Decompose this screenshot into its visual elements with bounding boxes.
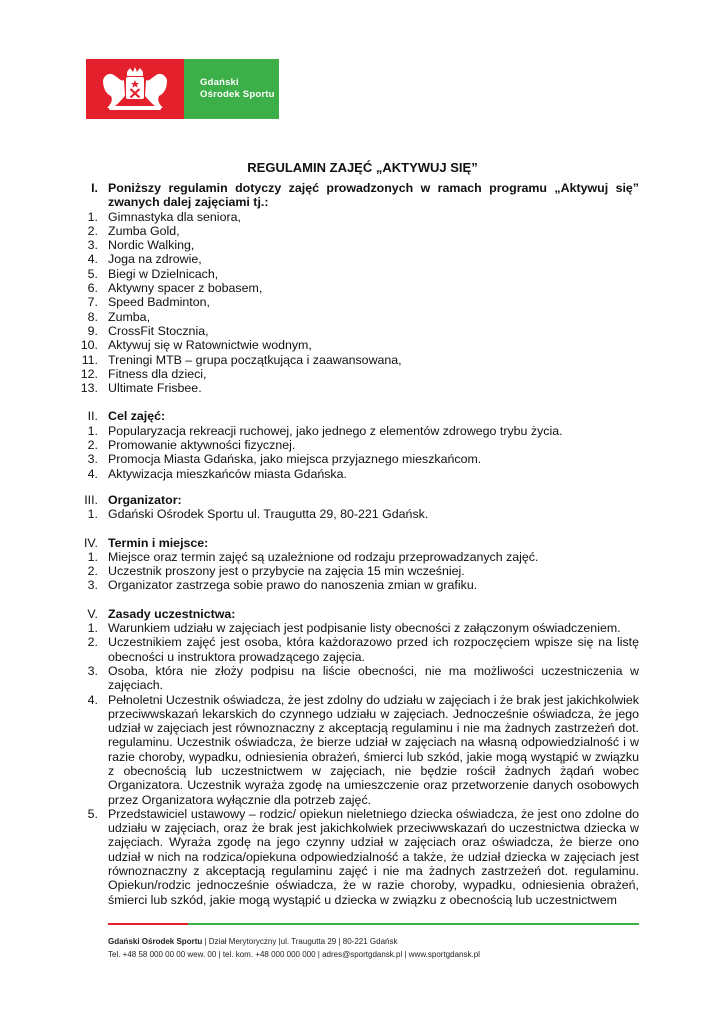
item-number: 5. (87, 806, 98, 821)
item-text: Aktywny spacer z bobasem, (108, 281, 263, 296)
list-item (64, 210, 639, 224)
item-text: Promowanie aktywności fizycznej. (108, 438, 296, 453)
section-numeral: III. (84, 492, 98, 507)
list-item (64, 452, 639, 466)
item-text: Joga na zdrowie, (108, 252, 202, 267)
section-heading: Poniższy regulamin dotyczy zajęć prowadzonych w ramach programu „Aktywuj się” zwanych dalej zajęciami tj.: (108, 181, 639, 210)
list-item (64, 635, 639, 664)
item-text: Nordic Walking, (108, 238, 195, 253)
list-item (64, 281, 639, 295)
footer-divider-red (108, 923, 188, 925)
item-number: 9. (87, 323, 98, 338)
item-number: 1. (87, 423, 98, 438)
item-text: Gimnastyka dla seniora, (108, 209, 241, 224)
item-text: Gdański Ośrodek Sportu ul. Traugutta 29, 80-221 Gdańsk. (108, 507, 429, 522)
item-text: Zumba Gold, (108, 223, 180, 238)
item-number: 4. (87, 466, 98, 481)
item-number: 4. (87, 692, 98, 707)
item-number: 1. (87, 621, 98, 636)
section-heading: Termin i miejsce: (108, 535, 209, 550)
section-header (64, 607, 639, 621)
item-text: Biegi w Dzielnicach, (108, 266, 219, 281)
list-item (64, 252, 639, 266)
organization-logo (86, 59, 279, 119)
page-footer (108, 936, 480, 961)
section-numeral: I. (91, 181, 98, 195)
list-item (64, 324, 639, 338)
list-item (64, 267, 639, 281)
regulations-body (64, 181, 639, 921)
list-item (64, 578, 639, 592)
item-text: Pełnoletni Uczestnik oświadcza, że jest zdolny do udziału w zajęciach i że brak jest jakichkolwiek przeciwwskazań lekarskich do czynnego udziału w zajęciach. Jednocześnie oświadcza, że jego udział w zajęciach jest równoznaczny z akceptacją regulaminu i nie ma żadnych zastrzeżeń dot. regulaminu. Uczestnik oświadcza, że bierze udział w zajęciach na własną odpowiedzialność i w razie choroby, wypadku, odniesienia obrażeń, śmierci lub szkód, jakie mogą wystąpić w związku z obecnością lub uczestnictwem w zajęciach, nie będzie rościł żadnych żądań wobec Organizatora. Uczestnik wyraża zgodę na umieszczenie oraz przetworzenie danych osobowych przez Organizatora wyłącznie dla potrzeb zajęć. (108, 692, 639, 807)
item-number: 2. (87, 635, 98, 650)
item-text: Aktywuj się w Ratownictwie wodnym, (108, 338, 312, 353)
item-text: Aktywizacja mieszkańców miasta Gdańska. (108, 466, 347, 481)
list-item (64, 550, 639, 564)
section-header (64, 181, 639, 210)
list-item (64, 224, 639, 238)
footer-divider-green (188, 923, 639, 925)
list-item (64, 381, 639, 395)
item-number: 1. (87, 209, 98, 224)
section-items (64, 621, 639, 907)
item-number: 5. (87, 266, 98, 281)
section-i (64, 181, 639, 395)
list-item (64, 664, 639, 693)
section-v (64, 607, 639, 907)
item-text: Speed Badminton, (108, 295, 210, 310)
section-items (64, 424, 639, 481)
logo-text-line1: Gdański (200, 77, 239, 88)
item-text: Uczestnik proszony jest o przybycie na zajęcia 15 min wcześniej. (108, 564, 465, 579)
list-item (64, 338, 639, 352)
section-iii (64, 493, 639, 522)
item-number: 11. (81, 352, 98, 367)
item-text: CrossFit Stocznia, (108, 323, 209, 338)
list-item (64, 621, 639, 635)
item-number: 4. (87, 252, 98, 267)
footer-line-1 (108, 936, 480, 949)
item-number: 10. (80, 338, 98, 353)
item-number: 6. (87, 281, 98, 296)
item-number: 13. (80, 381, 98, 396)
section-numeral: V. (87, 606, 98, 621)
footer-divider (108, 923, 639, 925)
list-item (64, 367, 639, 381)
item-text: Warunkiem udziału w zajęciach jest podpisanie listy obecności z załączonym oświadczeniem. (108, 621, 621, 636)
item-number: 3. (87, 663, 98, 678)
item-number: 8. (87, 309, 98, 324)
item-text: Popularyzacja rekreacji ruchowej, jako jednego z elementów zdrowego trybu życia. (108, 423, 563, 438)
section-numeral: II. (87, 409, 98, 424)
list-item (64, 353, 639, 367)
list-item (64, 438, 639, 452)
item-text: Promocja Miasta Gdańska, jako miejsca przyjaznego mieszkańcom. (108, 452, 482, 467)
list-item (64, 807, 639, 907)
section-header (64, 536, 639, 550)
item-number: 1. (87, 549, 98, 564)
section-header (64, 493, 639, 507)
item-text: Zumba, (108, 309, 151, 324)
item-text: Ultimate Frisbee. (108, 381, 202, 396)
section-header (64, 409, 639, 423)
item-number: 2. (87, 438, 98, 453)
section-ii (64, 409, 639, 480)
footer-line-2: Tel. +48 58 000 00 00 wew. 00 | tel. kom. +48 000 000 000 | adres@sportgdansk.pl | www.sportgdansk.pl (108, 949, 480, 959)
item-number: 7. (87, 295, 98, 310)
item-text: Miejsce oraz termin zajęć są uzależnione od rodzaju przeprowadzanych zajęć. (108, 549, 539, 564)
section-numeral: IV. (83, 535, 98, 550)
item-text: Fitness dla dzieci, (108, 366, 207, 381)
footer-org-name: Gdański Ośrodek Sportu (108, 937, 203, 946)
item-text: Organizator zastrzega sobie prawo do nanoszenia zmian w grafiku. (108, 578, 478, 593)
section-items (64, 507, 639, 521)
list-item (64, 310, 639, 324)
item-number: 3. (87, 578, 98, 593)
section-heading: Zasady uczestnictwa: (108, 606, 236, 621)
section-iv (64, 536, 639, 593)
footer-address: | Dział Merytoryczny |ul. Traugutta 29 | 80-221 Gdańsk (202, 937, 398, 946)
list-item (64, 507, 639, 521)
list-item (64, 693, 639, 807)
section-heading: Cel zajęć: (108, 409, 166, 424)
list-item (64, 238, 639, 252)
section-items (64, 210, 639, 396)
section-items (64, 550, 639, 593)
item-text: Treningi MTB – grupa początkująca i zaawansowana, (108, 352, 402, 367)
logo-text-line2: Ośrodek Sportu (200, 89, 275, 100)
item-text: Przedstawiciel ustawowy – rodzic/ opiekun nieletniego dziecka oświadcza, że jest ono zdolne do udziału w zajęciach, oraz że brak jest jakichkolwiek przeciwwskazań do uczestnictwa dziecka w zajęciach. Wyraża zgodę na jego czynny udział w zajęciach oraz oświadcza, że bierze ono udział w nich na rodzica/opiekuna odpowiedzialność a także, że udział dziecka w zajęciach jest równoznaczny z akceptacją regulaminu zajęć i nie ma żadnych zastrzeżeń dot. regulaminu. Opiekun/rodzic jednocześnie oświadcza, że w razie choroby, wypadku, odniesienia obrażeń, śmierci lub szkód, jakie mogą wystąpić u dziecka w związku z obecnością lub uczestnictwem (108, 806, 639, 907)
logo-wordmark (184, 59, 279, 119)
item-number: 3. (87, 238, 98, 253)
item-text: Osoba, która nie złoży podpisu na liście obecności, nie ma możliwości uczestniczenia w zajęciach. (108, 663, 639, 693)
item-number: 3. (87, 452, 98, 467)
list-item (64, 295, 639, 309)
item-text: Uczestnikiem zajęć jest osoba, która każdorazowo przed ich rozpoczęciem wpisze się na listę obecności u instruktora prowadzącego zajęcia. (108, 635, 639, 664)
list-item (64, 564, 639, 578)
document-title: REGULAMIN ZAJĘĆ „AKTYWUJ SIĘ” (247, 160, 478, 175)
gdansk-coat-of-arms-icon (86, 59, 184, 119)
list-item (64, 467, 639, 481)
item-number: 2. (87, 564, 98, 579)
section-heading: Organizator: (108, 492, 182, 507)
item-number: 1. (87, 507, 98, 522)
item-number: 12. (80, 366, 98, 381)
list-item (64, 424, 639, 438)
item-number: 2. (87, 223, 98, 238)
